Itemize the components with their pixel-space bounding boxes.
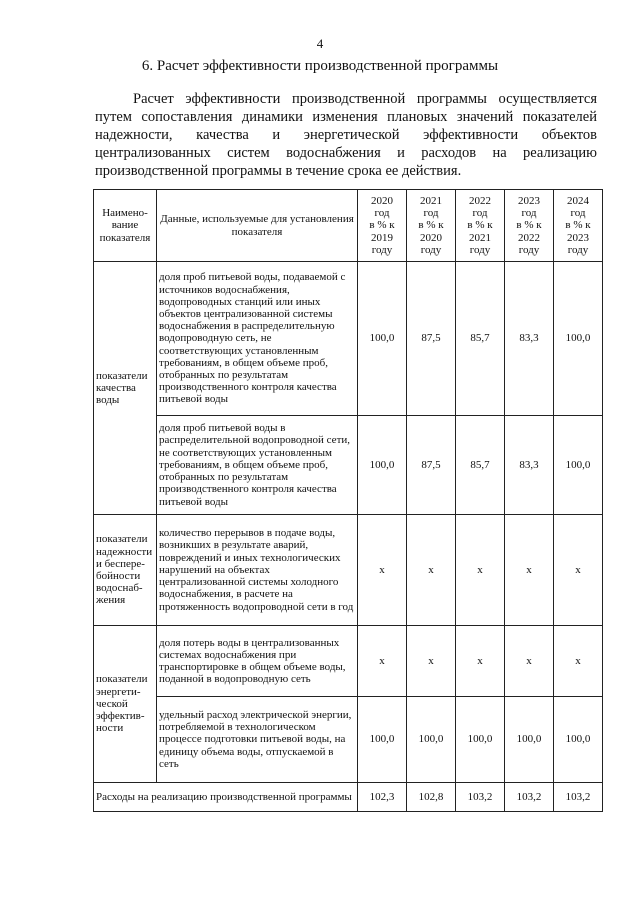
- value-cell: 100,0: [554, 416, 603, 515]
- table-row-total: [94, 783, 603, 812]
- value-cell: 85,7: [456, 262, 505, 416]
- value-cell: 100,0: [358, 416, 407, 515]
- value-cell: 100,0: [358, 697, 407, 783]
- row-description: доля проб питьевой воды в распределительной водопроводной сети, не соответствующих установленным требованиям, в общем объеме проб, отобранных по результатам производственного контроля качества питьевой воды: [157, 416, 358, 515]
- row-description: доля проб питьевой воды, подаваемой с источников водоснабжения, водопроводных станций или иных объектов централизованной системы водоснабжения в распределительную водопроводную сеть, не соответствующих установленным требованиям, в общем объеме проб, отобранных по результатам производственного контроля качества питьевой воды: [157, 262, 358, 416]
- value-cell: 100,0: [554, 262, 603, 416]
- header-year: 2024 год в % к 2023 году: [554, 190, 603, 262]
- table-row: [94, 697, 603, 783]
- table-row: [94, 626, 603, 697]
- value-cell: 103,2: [456, 783, 505, 812]
- table-header-row: [94, 190, 603, 262]
- value-cell: 87,5: [407, 416, 456, 515]
- table-row: [94, 515, 603, 626]
- table-row: [94, 262, 603, 416]
- header-year: 2023 год в % к 2022 году: [505, 190, 554, 262]
- efficiency-table: [93, 189, 603, 812]
- header-year: 2020 год в % к 2019 году: [358, 190, 407, 262]
- value-cell: х: [358, 515, 407, 626]
- row-description: удельный расход электрической энергии, потребляемой в технологическом процессе подготовки питьевой воды, на единицу объема воды, отпускаемой в сеть: [157, 697, 358, 783]
- value-cell: х: [554, 626, 603, 697]
- value-cell: 100,0: [456, 697, 505, 783]
- value-cell: 100,0: [505, 697, 554, 783]
- value-cell: х: [505, 626, 554, 697]
- value-cell: х: [358, 626, 407, 697]
- value-cell: 100,0: [358, 262, 407, 416]
- value-cell: 102,8: [407, 783, 456, 812]
- header-indicator-name: Наимено-вание показателя: [94, 190, 157, 262]
- group-reliability: показатели надежности и беспере-бойности водоснаб-жения: [94, 515, 157, 626]
- value-cell: 83,3: [505, 262, 554, 416]
- value-cell: х: [554, 515, 603, 626]
- value-cell: х: [456, 515, 505, 626]
- value-cell: 103,2: [505, 783, 554, 812]
- total-label: Расходы на реализацию производственной программы: [94, 783, 358, 812]
- value-cell: 103,2: [554, 783, 603, 812]
- page-number: 4: [316, 36, 324, 51]
- section-title: 6. Расчет эффективности производственной программы: [141, 58, 499, 74]
- header-year: 2022 год в % к 2021 году: [456, 190, 505, 262]
- header-year: 2021 год в % к 2020 году: [407, 190, 456, 262]
- value-cell: х: [407, 626, 456, 697]
- value-cell: 100,0: [407, 697, 456, 783]
- header-data-used: Данные, используемые для установления показателя: [157, 190, 358, 262]
- value-cell: х: [505, 515, 554, 626]
- intro-paragraph: Расчет эффективности производственной программы осуществляется путем сопоставления динамики изменения плановых значений показателей надежности, качества и энергетической эффективности объектов централизованных систем водоснабжения и расходов на реализацию производственной программы в течение срока ее действия.: [95, 91, 597, 179]
- value-cell: х: [407, 515, 456, 626]
- row-description: доля потерь воды в централизованных системах водоснабжения при транспортировке в общем объеме воды, поданной в водопроводную сеть: [157, 626, 358, 697]
- row-description: количество перерывов в подаче воды, возникших в результате аварий, повреждений и иных технологических нарушений на объектах централизованной системы холодного водоснабжения, в расчете на протяженность водопроводной сети в год: [157, 515, 358, 626]
- value-cell: 102,3: [358, 783, 407, 812]
- value-cell: 85,7: [456, 416, 505, 515]
- value-cell: 83,3: [505, 416, 554, 515]
- group-water-quality: показатели качества воды: [94, 262, 157, 515]
- value-cell: 100,0: [554, 697, 603, 783]
- value-cell: 87,5: [407, 262, 456, 416]
- table-row: [94, 416, 603, 515]
- value-cell: х: [456, 626, 505, 697]
- group-energy-efficiency: показатели энергети-ческой эффектив-ности: [94, 626, 157, 783]
